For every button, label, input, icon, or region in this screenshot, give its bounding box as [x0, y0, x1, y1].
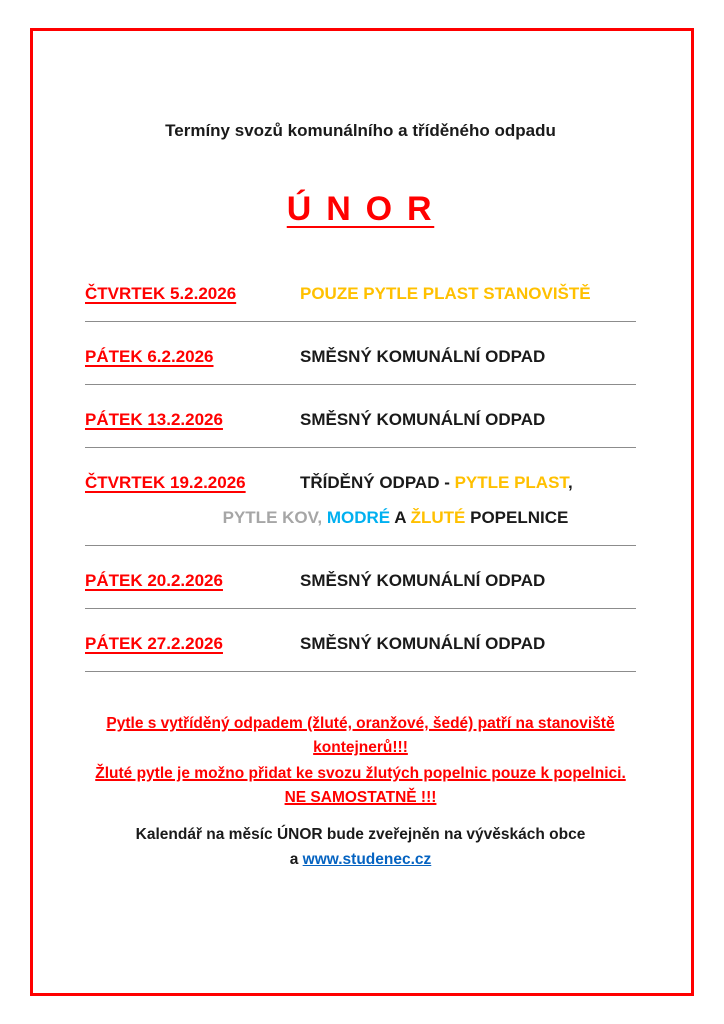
description-segment: MODRÉ: [326, 508, 391, 527]
schedule-row: [85, 633, 636, 672]
collection-date: ČTVRTEK 19.2.2026: [85, 473, 246, 492]
description-segment: A: [390, 508, 411, 527]
description-segment: TŘÍDĚNÝ ODPAD -: [300, 473, 455, 492]
collection-date: PÁTEK 20.2.2026: [85, 571, 223, 590]
schedule-row: [85, 570, 636, 609]
calendar-note-line2: [85, 847, 636, 872]
collection-date: ČTVRTEK 5.2.2026: [85, 284, 237, 303]
schedule-row: [85, 346, 636, 385]
collection-description: SMĚSNÝ KOMUNÁLNÍ ODPAD: [300, 571, 546, 590]
schedule-row: [85, 472, 636, 546]
description-segment: PYTLE KOV,: [222, 508, 327, 527]
note-sorted-waste: Pytle s vytříděný odpadem (žluté, oranžové, šedé) patří na stanoviště kontejnerů!!!: [106, 715, 615, 756]
notes-section: [85, 712, 636, 872]
description-segment: POPELNICE: [465, 508, 569, 527]
month-heading: Ú N O R: [286, 190, 435, 228]
page-title: Termíny svozů komunálního a tříděného odpadu: [165, 121, 556, 140]
collection-description: SMĚSNÝ KOMUNÁLNÍ ODPAD: [300, 410, 546, 429]
collection-description: POUZE PYTLE PLAST STANOVIŠTĚ: [300, 284, 591, 303]
collection-description: SMĚSNÝ KOMUNÁLNÍ ODPAD: [300, 634, 546, 653]
collection-description-line2: [85, 507, 636, 528]
calendar-note-prefix: a: [289, 851, 303, 868]
schedule-row: [85, 409, 636, 448]
collection-date: PÁTEK 13.2.2026: [85, 410, 223, 429]
schedule-row: [85, 283, 636, 322]
note-yellow-bags: Žluté pytle je možno přidat ke svozu žlutých popelnic pouze k popelnici. NE SAMOSTATNĚ !!!: [95, 765, 626, 806]
collection-description: SMĚSNÝ KOMUNÁLNÍ ODPAD: [300, 347, 546, 366]
website-link[interactable]: www.studenec.cz: [302, 851, 432, 868]
calendar-note: [85, 822, 636, 872]
description-segment: ,: [567, 473, 573, 492]
calendar-note-line1: Kalendář na měsíc ÚNOR bude zveřejněn na vývěskách obce: [135, 826, 586, 843]
collection-date: PÁTEK 6.2.2026: [85, 347, 214, 366]
collection-description: [300, 472, 636, 493]
description-segment: ŽLUTÉ: [410, 508, 466, 527]
description-segment: PYTLE PLAST: [454, 473, 568, 492]
collection-date: PÁTEK 27.2.2026: [85, 634, 223, 653]
flyer-content: [85, 120, 636, 872]
